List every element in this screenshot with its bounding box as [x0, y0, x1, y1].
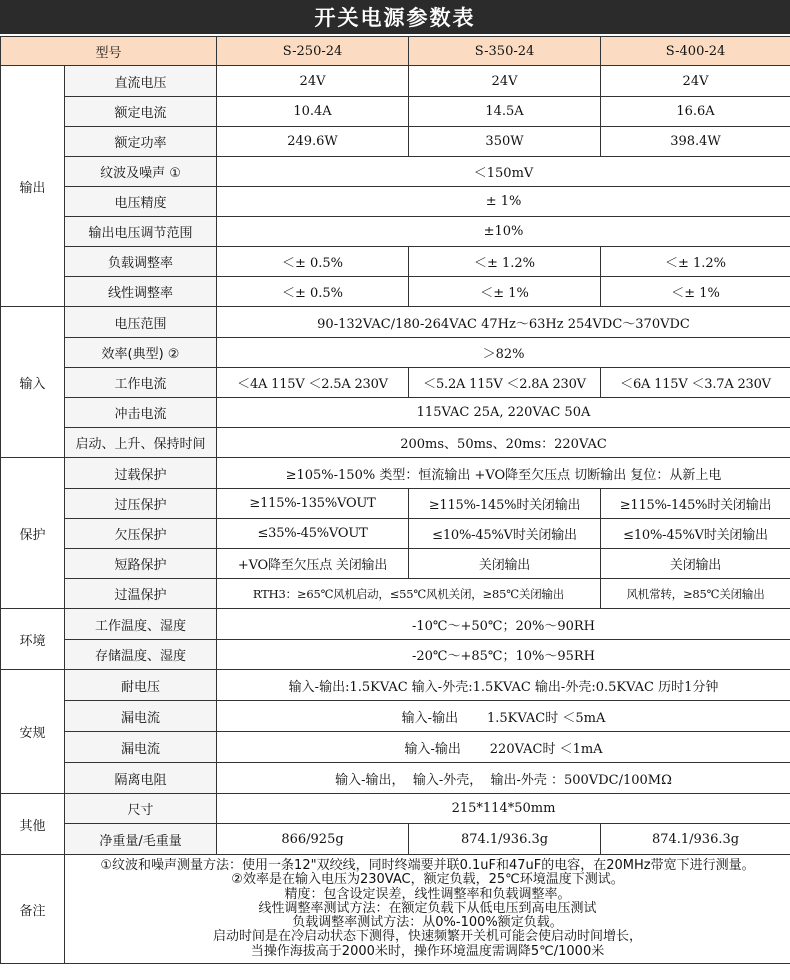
row-label: 过载保护 [65, 458, 217, 489]
row-label: 额定功率 [65, 127, 217, 157]
table-row [1, 549, 790, 579]
cell-value: -10℃～+50℃；20%～90RH [217, 609, 790, 640]
category-protection: 保护 [1, 458, 65, 609]
table-row [1, 640, 790, 670]
header-row [1, 37, 790, 66]
row-label: 启动、上升、保持时间 [65, 428, 217, 458]
cell-value: 200ms、50ms、20ms：220VAC [217, 428, 790, 458]
cell-value: 输入-输出， 输入-外壳， 输出-外壳 ：500VDC/100MΩ [217, 763, 790, 794]
cell-value: ＜± 1.2% [601, 247, 790, 277]
cell-value: 24V [217, 66, 409, 97]
cell-value: ＜5.2A 115V ＜2.8A 230V [409, 368, 601, 398]
category-safety: 安规 [1, 670, 65, 794]
category-output: 输出 [1, 66, 65, 307]
note-line: 负载调整率测试方法：从0%-100%额定负载。 [292, 915, 563, 931]
table-row [1, 187, 790, 217]
row-label: 漏电流 [65, 701, 217, 732]
row-label: 过温保护 [65, 579, 217, 609]
cell-value: 10.4A [217, 97, 409, 127]
cell-value: ± 1% [217, 187, 790, 217]
model-name: S-250-24 [217, 37, 409, 66]
row-label: 过压保护 [65, 489, 217, 519]
cell-value: 249.6W [217, 127, 409, 157]
cell-value: ＜± 0.5% [217, 247, 409, 277]
note-line: ②效率是在输入电压为230VAC，额定负载，25℃环境温度下测试。 [231, 872, 624, 888]
table-row [1, 368, 790, 398]
cell-value: ≥115%-145%时关闭输出 [409, 489, 601, 519]
row-label: 工作温度、湿度 [65, 609, 217, 640]
row-label: 工作电流 [65, 368, 217, 398]
cell-value: ≤10%-45%V时关闭输出 [409, 519, 601, 549]
table-row [1, 428, 790, 458]
row-label: 存储温度、湿度 [65, 640, 217, 670]
cell-value: ≤10%-45%V时关闭输出 [601, 519, 790, 549]
row-label: 额定电流 [65, 97, 217, 127]
cell-value: 14.5A [409, 97, 601, 127]
row-label: 漏电流 [65, 732, 217, 763]
row-label: 负载调整率 [65, 247, 217, 277]
table-row [1, 519, 790, 549]
table-row [1, 609, 790, 640]
row-label: 尺寸 [65, 794, 217, 824]
table-row [1, 855, 790, 964]
category-environment: 环境 [1, 609, 65, 670]
row-label: 直流电压 [65, 66, 217, 97]
row-label: 净重量/毛重量 [65, 824, 217, 855]
row-label: 电压精度 [65, 187, 217, 217]
table-row [1, 338, 790, 368]
note-line: 精度：包含设定误差，线性调整率和负载调整率。 [284, 886, 571, 902]
row-label: 隔离电阻 [65, 763, 217, 794]
cell-value: 866/925g [217, 824, 409, 855]
cell-value: 输入-输出 220VAC时 ＜1mA [217, 732, 790, 763]
model-label: 型号 [1, 37, 217, 66]
table-row [1, 794, 790, 824]
cell-value: ±10% [217, 217, 790, 247]
category-input: 输入 [1, 307, 65, 458]
row-label: 欠压保护 [65, 519, 217, 549]
table-row [1, 458, 790, 489]
cell-value: 398.4W [601, 127, 790, 157]
note-line: 启动时间是在冷启动状态下测得，快速频繁开关机可能会使启动时间增长， [213, 929, 643, 945]
cell-value: ≥115%-145%时关闭输出 [601, 489, 790, 519]
row-label: 冲击电流 [65, 398, 217, 428]
cell-value: 关闭输出 [601, 549, 790, 579]
table-row [1, 217, 790, 247]
cell-value: +VO降至欠压点 关闭输出 [217, 549, 409, 579]
table-row [1, 579, 790, 609]
cell-value: RTH3：≥65℃风机启动，≤55℃风机关闭，≥85℃关闭输出 [217, 579, 601, 609]
table-row [1, 127, 790, 157]
row-label: 短路保护 [65, 549, 217, 579]
cell-value: 215*114*50mm [217, 794, 790, 824]
note-line: 当操作海拔高于2000米时，操作环境温度需调降5℃/1000米 [250, 943, 605, 959]
cell-value: ≤35%-45%VOUT [217, 519, 409, 549]
table-row [1, 763, 790, 794]
category-other: 其他 [1, 794, 65, 855]
note-line: ①纹波和噪声测量方法：使用一条12"双绞线，同时终端要并联0.1uF和47uF的电容，在20MHz带宽下进行测量。 [100, 857, 755, 873]
cell-value: 输入-输出 1.5KVAC时 ＜5mA [217, 701, 790, 732]
cell-value: 90-132VAC/180-264VAC 47Hz～63Hz 254VDC～370VDC [217, 307, 790, 338]
table-row [1, 97, 790, 127]
row-label: 输出电压调节范围 [65, 217, 217, 247]
cell-value: 24V [409, 66, 601, 97]
cell-value: 115VAC 25A, 220VAC 50A [217, 398, 790, 428]
cell-value: ＜± 1% [409, 277, 601, 307]
cell-value: 874.1/936.3g [601, 824, 790, 855]
cell-value: 16.6A [601, 97, 790, 127]
cell-value: ＜± 1% [601, 277, 790, 307]
cell-value: ＜6A 115V ＜3.7A 230V [601, 368, 790, 398]
cell-value: -20℃～+85℃；10%～95RH [217, 640, 790, 670]
table-row [1, 732, 790, 763]
cell-value: 874.1/936.3g [409, 824, 601, 855]
row-label: 纹波及噪声 ① [65, 157, 217, 187]
table-row [1, 489, 790, 519]
cell-value: 关闭输出 [409, 549, 601, 579]
row-label: 效率(典型) ② [65, 338, 217, 368]
cell-value: ＜4A 115V ＜2.5A 230V [217, 368, 409, 398]
cell-value: ≥105%-150% 类型：恒流输出 +VO降至欠压点 切断输出 复位：从新上电 [217, 458, 790, 489]
cell-value: ＞82% [217, 338, 790, 368]
table-row [1, 670, 790, 701]
table-row [1, 824, 790, 855]
row-label: 线性调整率 [65, 277, 217, 307]
cell-value: ＜150mV [217, 157, 790, 187]
cell-value: ＜± 0.5% [217, 277, 409, 307]
cell-value: ≥115%-135%VOUT [217, 489, 409, 519]
notes-cell [65, 855, 790, 964]
table-row [1, 307, 790, 338]
cell-value: 24V [601, 66, 790, 97]
table-row [1, 701, 790, 732]
table-row [1, 398, 790, 428]
table-row [1, 247, 790, 277]
row-label: 耐电压 [65, 670, 217, 701]
spec-table [0, 36, 790, 964]
table-row [1, 157, 790, 187]
page-title: 开关电源参数表 [0, 0, 790, 34]
cell-value: 输入-输出:1.5KVAC 输入-外壳:1.5KVAC 输出-外壳:0.5KVAC 历时1分钟 [217, 670, 790, 701]
model-name: S-400-24 [601, 37, 790, 66]
cell-value: 风机常转，≥85℃关闭输出 [601, 579, 790, 609]
table-row [1, 277, 790, 307]
table-row [1, 66, 790, 97]
cell-value: ＜± 1.2% [409, 247, 601, 277]
model-name: S-350-24 [409, 37, 601, 66]
row-label: 电压范围 [65, 307, 217, 338]
category-notes: 备注 [1, 855, 65, 964]
cell-value: 350W [409, 127, 601, 157]
note-line: 线性调整率测试方法：在额定负载下从低电压到高电压测试 [258, 900, 597, 916]
